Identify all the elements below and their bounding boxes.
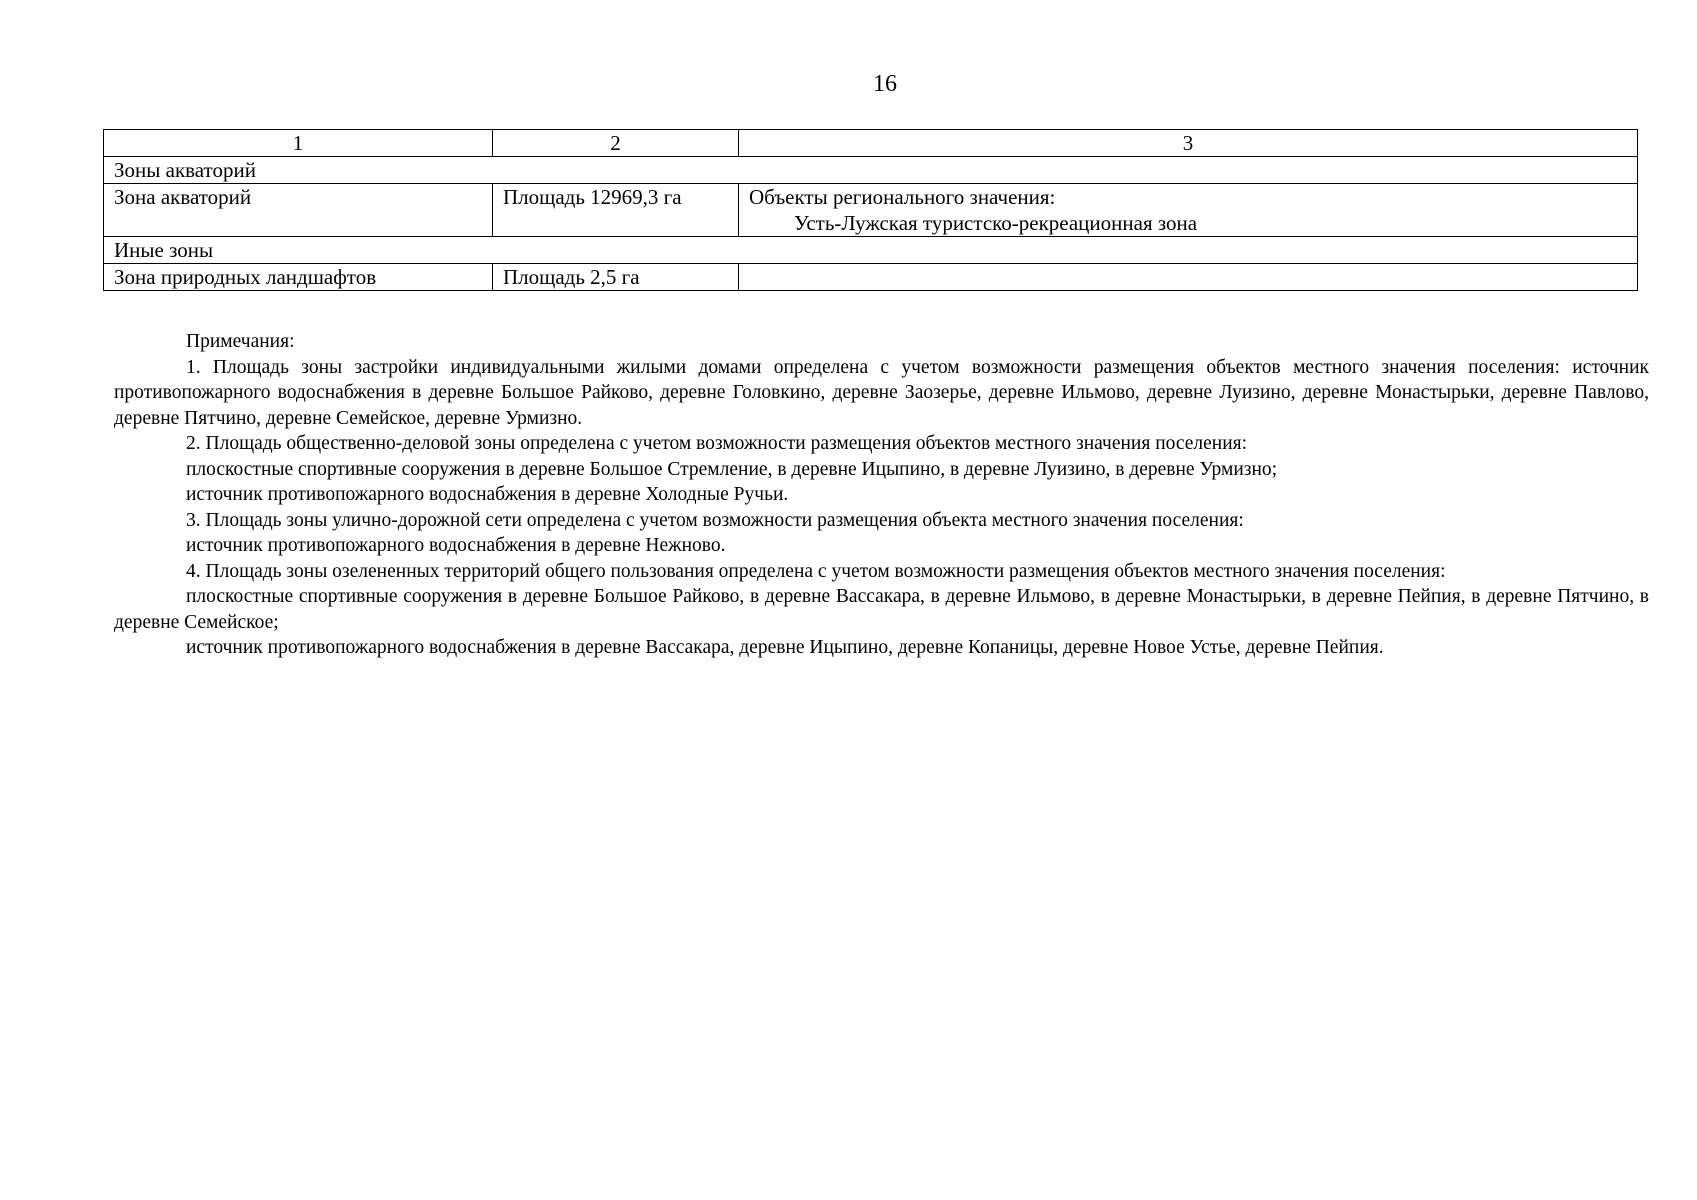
objects-item: Усть-Лужская туристско-рекреационная зона — [794, 211, 1198, 235]
note-paragraph: источник противопожарного водоснабжения в деревне Вассакара, деревне Ицыпино, деревне Копаницы, деревне Новое Устье, деревне Пейпия. — [186, 637, 1384, 658]
section-title-water-zones: Зоны акваторий — [104, 157, 1638, 184]
section-title-other-zones: Иные зоны — [104, 237, 1638, 264]
note-paragraph: плоскостные спортивные сооружения в деревне Большое Стремление, в деревне Ицыпино, в деревне Луизино, в деревне Урмизно; — [186, 458, 1278, 480]
zone-name-cell: Зона природных ландшафтов — [104, 264, 493, 291]
zone-objects-cell — [739, 184, 1638, 237]
note-paragraph: источник противопожарного водоснабжения в деревне Холодные Ручьи. — [186, 484, 789, 505]
notes-heading: Примечания: — [186, 331, 295, 352]
note-paragraph: 4. Площадь зоны озелененных территорий общего пользования определена с учетом возможности размещения объектов местного значения поселения: — [186, 560, 1446, 582]
note-paragraph: 1. Площадь зоны застройки индивидуальными жилыми домами определена с учетом возможности размещения объектов местного значения поселения: источник противопожарного водоснабжения в деревне Большое Райково, деревне Головкино, деревне Заозерье, деревне Ильмово, деревне Луизино, деревне Монастырьки, деревне Павлово, деревне Пятчино, деревне Семейское, деревне Урмизно. — [114, 356, 1649, 429]
note-paragraph: 3. Площадь зоны улично-дорожной сети определена с учетом возможности размещения объекта местного значения поселения: — [186, 509, 1244, 531]
zone-objects-cell — [739, 264, 1638, 291]
column-number-2: 2 — [493, 130, 739, 157]
zone-area-cell: Площадь 12969,3 га — [493, 184, 739, 237]
zone-name-cell: Зона акваторий — [104, 184, 493, 237]
zone-area-cell: Площадь 2,5 га — [493, 264, 739, 291]
zones-table — [103, 129, 1638, 291]
notes-section — [114, 329, 1649, 661]
table-header-row — [104, 130, 1638, 157]
column-number-1: 1 — [104, 130, 493, 157]
objects-title: Объекты регионального значения: — [749, 185, 1056, 209]
section-row-other-zones — [104, 237, 1638, 264]
section-row-water-zones — [104, 157, 1638, 184]
table-row-landscape-zone — [104, 264, 1638, 291]
note-paragraph: источник противопожарного водоснабжения в деревне Нежново. — [186, 535, 726, 556]
page-number: 16 — [873, 71, 897, 97]
column-number-3: 3 — [739, 130, 1638, 157]
table-row-water-zone — [104, 184, 1638, 237]
note-paragraph: плоскостные спортивные сооружения в деревне Большое Райково, в деревне Вассакара, в деревне Ильмово, в деревне Монастырьки, в деревне Пейпия, в деревне Пятчино, в деревне Семейское; — [114, 586, 1649, 633]
note-paragraph: 2. Площадь общественно-деловой зоны определена с учетом возможности размещения объектов местного значения поселения: — [186, 433, 1248, 454]
